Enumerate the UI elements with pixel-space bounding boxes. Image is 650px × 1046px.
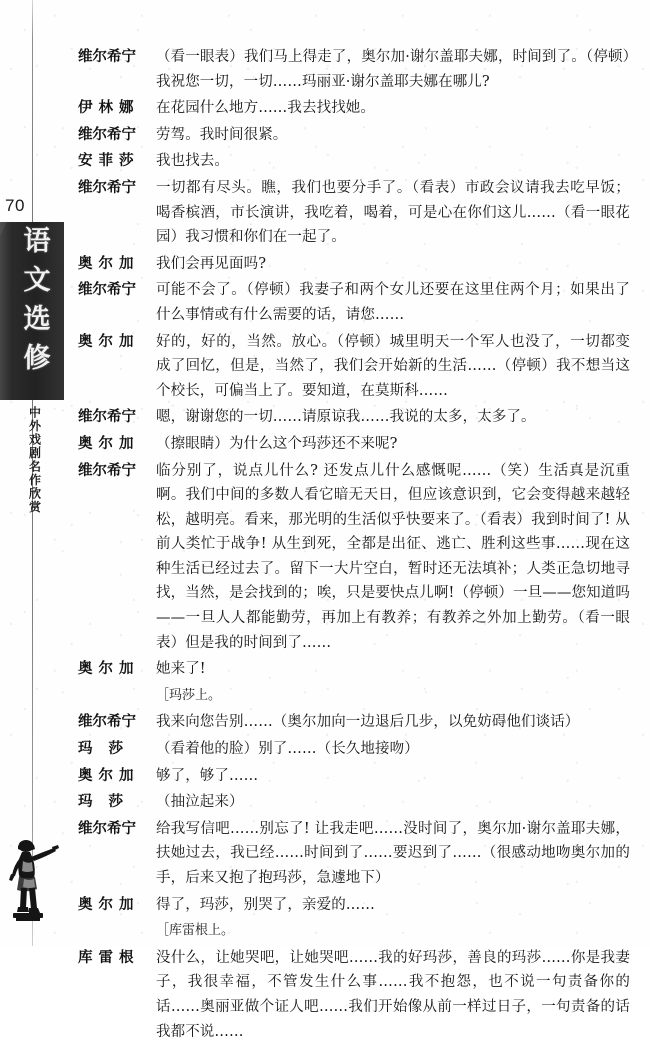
speaker-name: 库雷根 xyxy=(78,948,140,966)
dialogue-line xyxy=(78,405,630,430)
speaker-name: 玛莎 xyxy=(78,793,139,811)
speaker-name: 奥尔加 xyxy=(78,332,140,350)
speech-text: 可能不会了。（停顿）我妻子和两个女儿还要在这里住两个月；如果出了什么事情或有什么需要的话，请您…… xyxy=(156,282,630,323)
speaker-name: 维尔希宁 xyxy=(78,819,136,837)
speech-text: 好的，好的，当然。放心。（停顿）城里明天一个军人也没了，一切都变成了回忆，但是，当然了，我们会开始新的生活……（停顿）我不想当这个校长，可偏当上了。要知道，在莫斯科…… xyxy=(156,333,630,399)
pointing-soldier-statue-illustration xyxy=(4,834,66,922)
dialogue-line xyxy=(78,432,630,457)
stage-direction: ［玛莎上。 xyxy=(156,687,222,703)
series-subtitle-block xyxy=(0,406,64,514)
dialogue-line xyxy=(78,764,630,789)
stage-direction: ［库雷根上。 xyxy=(156,923,235,939)
dialogue-line xyxy=(78,737,630,762)
speaker-name: 奥尔加 xyxy=(78,660,140,678)
speaker-name: 伊林娜 xyxy=(78,99,140,117)
speech-text: 给我写信吧……别忘了! 让我走吧……没时间了，奥尔加·谢尔盖耶夫娜，扶她过去，我已经……时间到了……要迟到了……（很感动地吻奥尔加的手，后来又抱了抱玛莎，急遽地下） xyxy=(156,820,630,886)
dialogue-line xyxy=(78,123,630,148)
speech-text: 没什么，让她哭吧，让她哭吧……我的好玛莎，善良的玛莎……你是我妻子，我很幸福，不管发生什么事……我不抱怨，也不说一句责备你的话……奥丽亚做个证人吧……我们开始像从前一样过日子，一句责备的话我都不说…… xyxy=(156,949,630,1040)
dialogue-line xyxy=(78,96,630,121)
dialogue-line xyxy=(78,45,630,94)
page-number: 70 xyxy=(5,196,25,215)
dialogue-line xyxy=(78,278,630,327)
speaker-name: 安菲莎 xyxy=(78,152,140,170)
speech-text: 我也找去。 xyxy=(156,153,229,170)
speech-text: （看一眼表）我们马上得走了，奥尔加·谢尔盖耶夫娜，时间到了。（停顿）我祝您一切，一切……玛丽亚·谢尔盖耶夫娜在哪儿? xyxy=(156,49,630,90)
speaker-name: 奥尔加 xyxy=(78,254,140,272)
speech-text: 够了，够了…… xyxy=(156,767,259,784)
speech-text: 在花园什么地方……我去找找她。 xyxy=(156,100,375,117)
speaker-name: 维尔希宁 xyxy=(78,461,136,479)
speech-text: 我来向您告别……（奥尔加向一边退后几步，以免妨碍他们谈话） xyxy=(156,714,580,731)
speaker-name: 维尔希宁 xyxy=(78,125,136,143)
speech-text: 劳驾。我时间很紧。 xyxy=(156,126,288,143)
speech-text: 一切都有尽头。瞧，我们也要分手了。（看表）市政会议请我去吃早饭；喝香槟酒，市长演讲，我吃着，喝着，可是心在你们这儿……（看一眼花园）我习惯和你们在一起了。 xyxy=(156,179,630,246)
speaker-name: 维尔希宁 xyxy=(78,48,136,65)
series-title-text: 语文选修 xyxy=(18,226,50,382)
dialogue-line xyxy=(78,946,630,1044)
dialogue-line xyxy=(78,176,630,250)
speech-text: （看着他的脸）别了……（长久地接吻） xyxy=(156,741,419,758)
series-title-band xyxy=(0,222,64,400)
dialogue-line xyxy=(78,817,630,891)
speaker-name: 维尔希宁 xyxy=(78,178,136,196)
speaker-name: 玛莎 xyxy=(78,740,139,758)
speech-text: 她来了! xyxy=(156,661,206,678)
dialogue-line xyxy=(78,657,630,682)
speaker-name: 奥尔加 xyxy=(78,766,140,784)
dialogue-line xyxy=(78,149,630,174)
series-subtitle-text: 中外戏剧名作欣赏 xyxy=(27,406,42,514)
speaker-name: 奥尔加 xyxy=(78,895,140,913)
dialogue-line xyxy=(78,710,630,735)
speaker-name: 维尔希宁 xyxy=(78,408,136,426)
dialogue-line xyxy=(78,330,630,404)
speech-text: 嗯，谢谢您的一切……请原谅我……我说的太多，太多了。 xyxy=(156,409,536,426)
speech-text: （擦眼睛）为什么这个玛莎还不来呢? xyxy=(156,435,398,452)
speaker-name: 奥尔加 xyxy=(78,434,140,452)
speech-text: （抽泣起来） xyxy=(156,794,244,811)
dialogue-line xyxy=(78,893,630,918)
dialogue-line xyxy=(78,252,630,277)
speech-text: 得了，玛莎，别哭了，亲爱的…… xyxy=(156,896,375,913)
speech-text: 我们会再见面吗? xyxy=(156,255,267,272)
dialogue-line xyxy=(78,790,630,815)
speech-text: 临分别了，说点儿什么? 还发点儿什么感慨呢……（笑）生活真是沉重啊。我们中间的多数人看它暗无天日，但应该意识到，它会变得越来越轻松，越明亮。看来，那光明的生活似乎快要来了。（看表）我到时间了! 从前人类忙于战争! 从生到死，全都是出征、逃亡、胜利这些事……现在这种生活已经过去了。留下一大片空白，暂时还无法填补；人类正急切地寻找，当然，是会找到的；唉，只是要快点儿啊!（停顿）一旦——您知道吗——一旦人人都能勤劳，再加上有教养；有教养之外加上勤劳。（看一眼表）但是我的时间到了…… xyxy=(156,462,630,651)
play-script-body xyxy=(78,45,630,1046)
speaker-name: 维尔希宁 xyxy=(78,713,136,731)
speaker-name: 维尔希宁 xyxy=(78,281,136,299)
dialogue-line xyxy=(78,459,630,656)
